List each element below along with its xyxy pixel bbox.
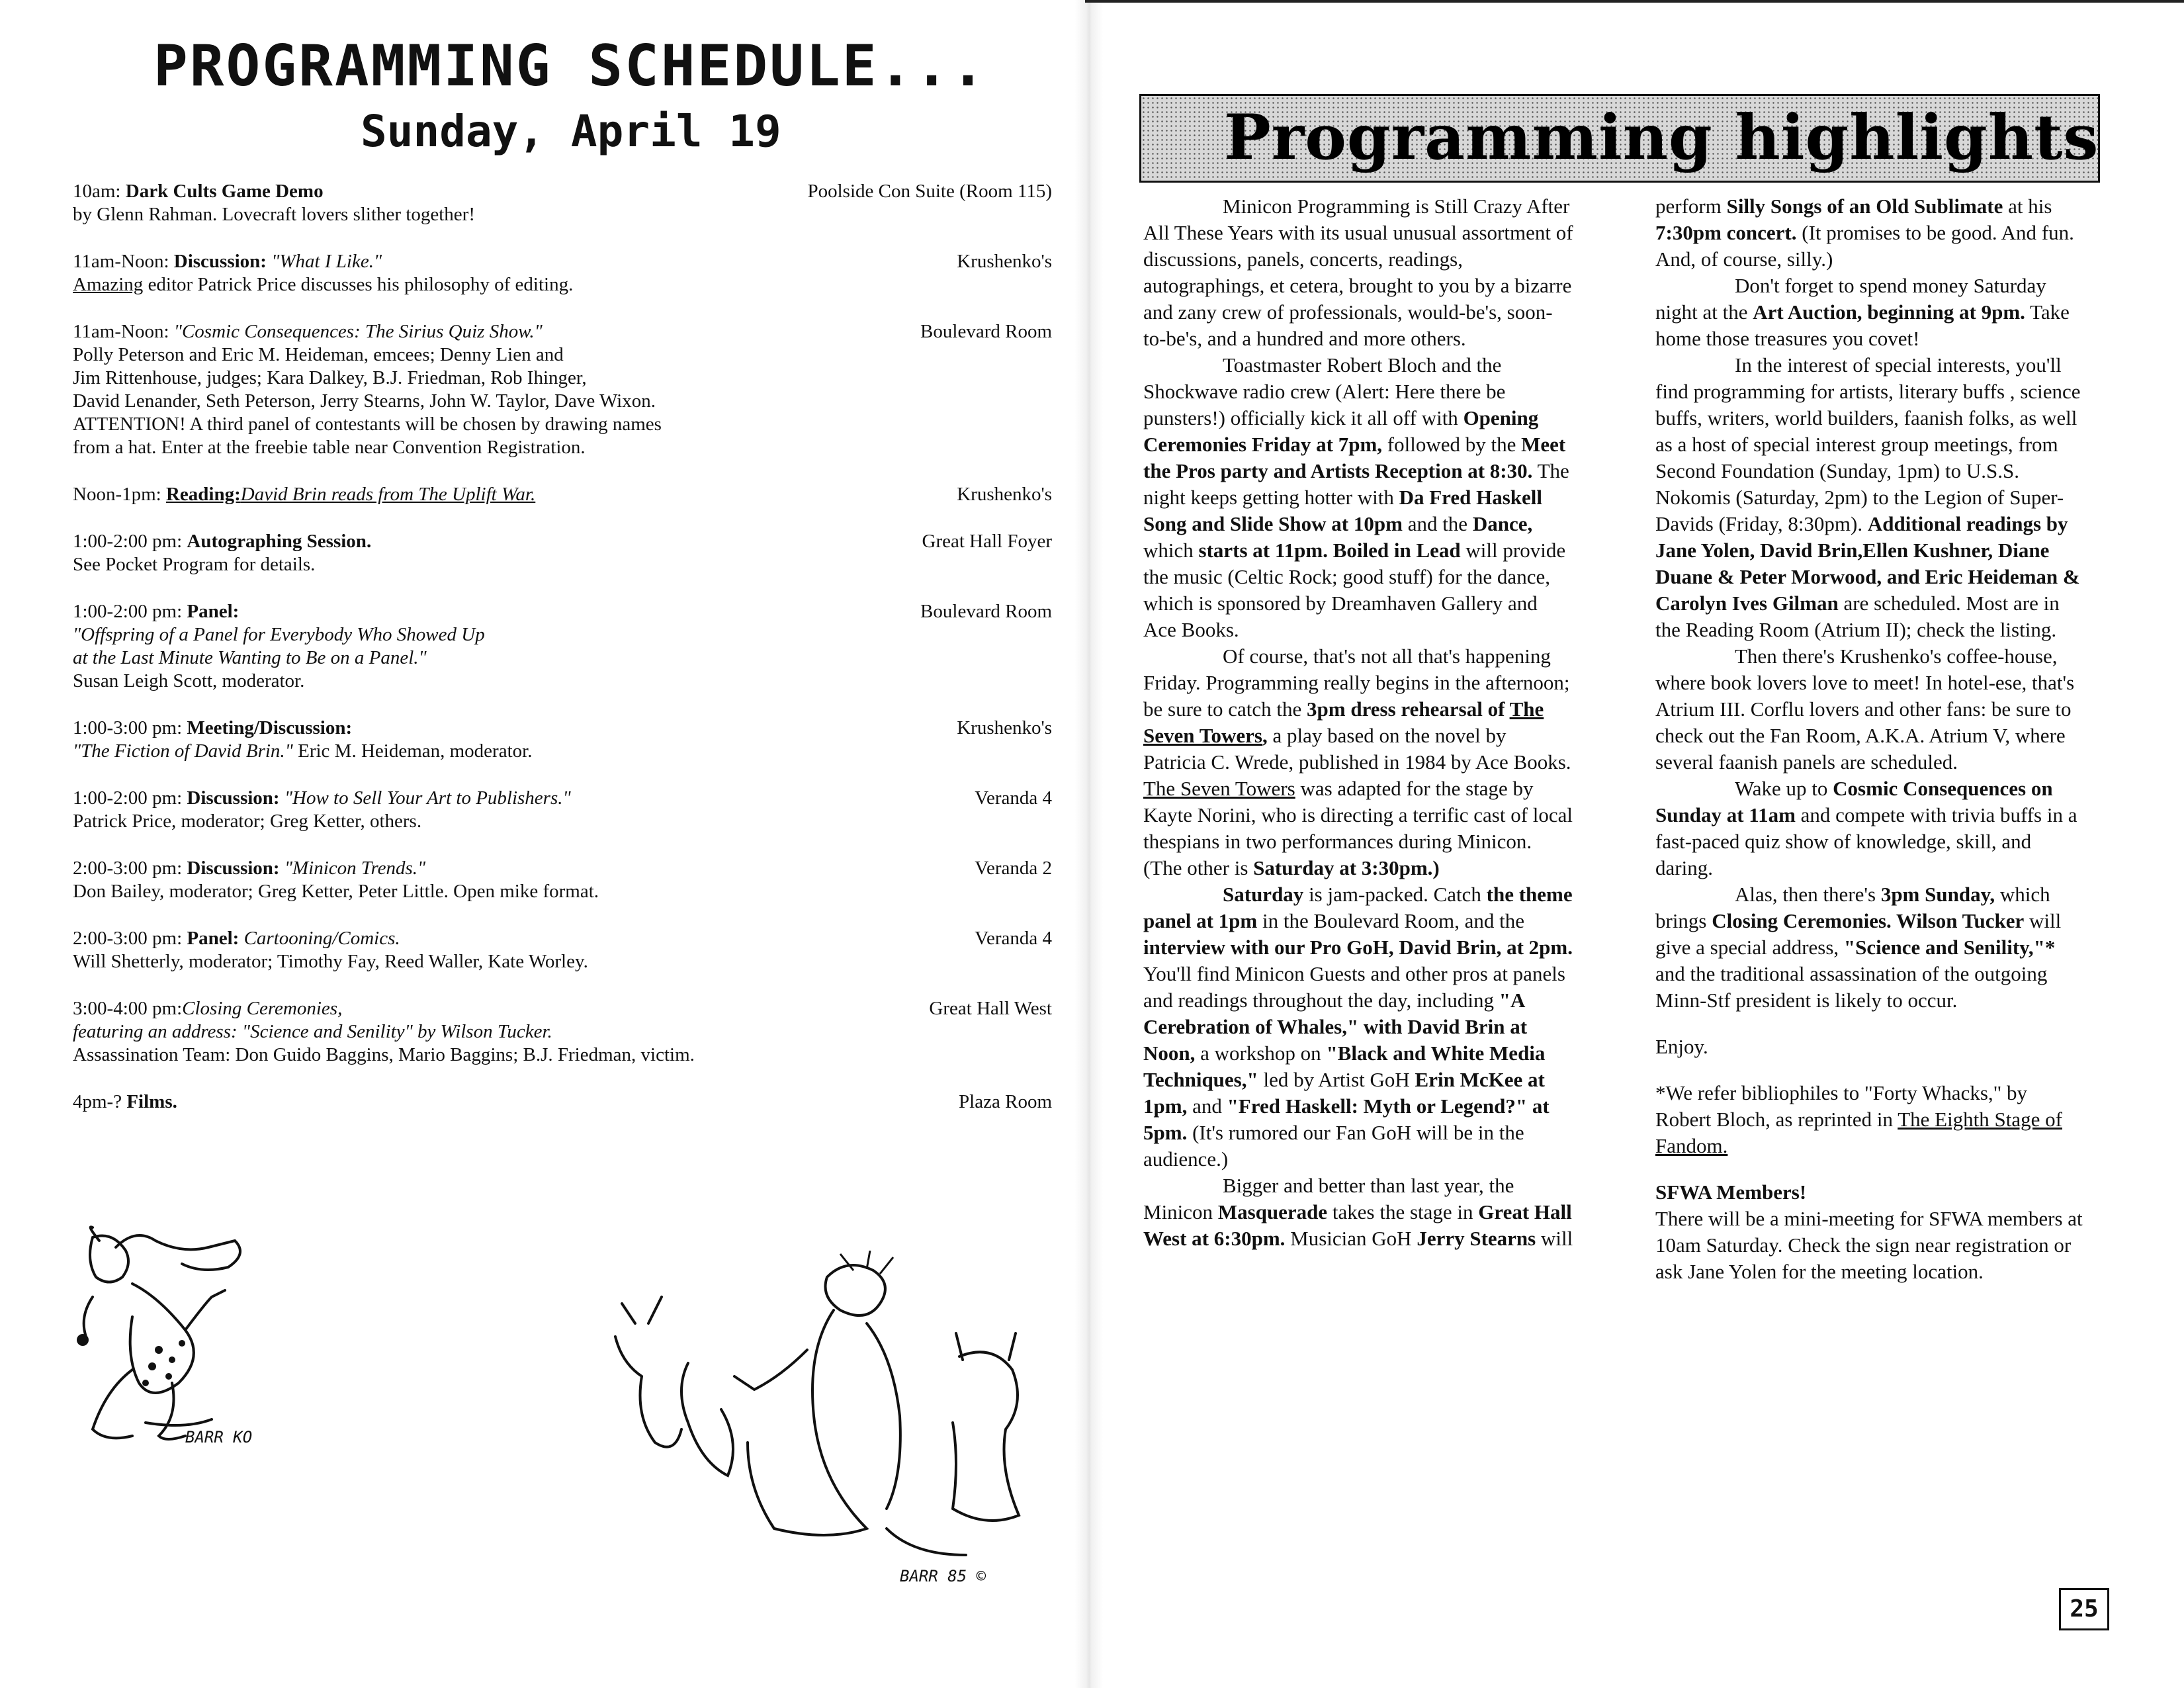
event-item: 2:00-3:00 pm: Panel: Cartooning/Comics. Will Shetterly, moderator; Timothy Fay, Reed Waller, Kate Worley. Veranda 4 — [73, 928, 1052, 972]
top-rule — [1085, 0, 2184, 3]
highlights-banner — [1139, 94, 2100, 183]
event-item: 1:00-2:00 pm: Discussion: "How to Sell Your Art to Publishers." Patrick Price, moderator; Greg Ketter, others. Veranda 4 — [73, 787, 1052, 832]
article-column-1: Minicon Programming is Still Crazy After All These Years with its usual unusual assortment of discussions, panels, concerts, readings, autographings, et cetera, brought to you by a bizarre and zany crew of professionals, would-be's, soon-to-be's, and a hundred and more others. Toastmaster Robert Bloch and the Shockwave radio crew (Alert: Here there be punsters!) officially kick it all off with Opening Ceremonies Friday at 7pm, followed by the Meet the Pros party and Artists Reception at 8:30. The night keeps getting hotter with Da Fred Haskell Song and Slide Show at 10pm and the Dance, which starts at 11pm. Boiled in Lead will provide the music (Celtic Rock; good stuff) for the dance, which is sponsored by Dreamhaven Gallery and Ace Books. Of course, that's not all that's happening Friday. Programming really begins in the afternoon; be sure to catch the 3pm dress rehearsal of The Seven Towers, a play based on the novel by Patricia C. Wrede, published in 1984 by Ace Books. The Seven Towers was adapted for the stage by Kayte Norini, who is directing a terrific cast of local thespians in two performances during Minicon. (The other is Saturday at 3:30pm.) Saturday is jam-packed. Catch the theme panel at 1pm in the Boulevard Room, and the interview with our Pro GoH, David Brin, at 2pm. You'll find Minicon Guests and other pros at panels and readings throughout the day, including "A Cerebration of Whales," with David Brin at Noon, a workshop on "Black and White Media Techniques," led by Artist GoH Erin McKee at 1pm, and "Fred Haskell: Myth or Legend?" at 5pm. (It's rumored our Fan GoH will be in the audience.) Bigger and better than last year, the Minicon Masquerade takes the stage in Great Hall West at 6:30pm. Musician GoH Jerry Stearns will — [1143, 195, 1573, 1250]
storyteller-artist-signature: BARR 85 © — [900, 1567, 986, 1585]
storyteller-illustration — [589, 1251, 1065, 1601]
event-room: Plaza Room — [959, 1091, 1052, 1112]
event-room: Krushenko's — [957, 484, 1052, 505]
event-item: 11am-Noon: Discussion: "What I Like." Amazing editor Patrick Price discusses his philosophy of editing. Krushenko's — [73, 251, 1052, 295]
event-room: Veranda 4 — [975, 928, 1052, 949]
event-item: 1:00-3:00 pm: Meeting/Discussion: "The Fiction of David Brin." Eric M. Heideman, moderator. Krushenko's — [73, 717, 1052, 762]
event-item: 4pm-? Films. Plaza Room — [73, 1091, 1052, 1112]
event-item: 11am-Noon: "Cosmic Consequences: The Sirius Quiz Show." Polly Peterson and Eric M. Heideman, emcees; Denny Lien and Jim Rittenhouse, judges; Kara Dalkey, B.J. Friedman, Rob Ihinger, David Lenander, Seth Peterson, Jerry Stearns, John W. Taylor, Dave Wixon. ATTENTION! A third panel of contestants will be chosen by drawing names from a hat. Enter at the freebie table near Convention Registration. Boulevard Room — [73, 321, 1052, 458]
left-page — [73, 0, 1052, 1688]
page-gutter — [1075, 0, 1103, 1688]
event-room: Boulevard Room — [920, 601, 1052, 622]
highlights-title: Programming highlights — [1224, 101, 2099, 174]
event-item: 10am: Dark Cults Game Demo by Glenn Rahman. Lovecraft lovers slither together! Poolside Con Suite (Room 115) — [73, 181, 1052, 225]
satyr-artist-signature: BARR KO — [185, 1428, 253, 1446]
event-room: Veranda 2 — [975, 858, 1052, 879]
event-room: Poolside Con Suite (Room 115) — [807, 181, 1052, 202]
event-item: 2:00-3:00 pm: Discussion: "Minicon Trends." Don Bailey, moderator; Greg Ketter, Peter Little. Open mike format. Veranda 2 — [73, 858, 1052, 902]
event-room: Great Hall Foyer — [922, 531, 1052, 552]
event-room: Krushenko's — [957, 251, 1052, 272]
article-column-2: perform Silly Songs of an Old Sublimate at his 7:30pm concert. (It promises to be good. And fun. And, of course, silly.) Don't forget to spend money Saturday night at the Art Auction, beginning at 9pm. Take home those treasures you covet! In the interest of special interests, you'll find programming for artists, literary buffs , science buffs, writers, world builders, faanish folks, as well as a host of special interest group meetings, from Second Foundation (Sunday, 1pm) to U.S.S. Nokomis (Saturday, 2pm) to the Legion of Super-Davids (Friday, 8:30pm). Additional readings by Jane Yolen, David Brin,Ellen Kushner, Diane Duane & Peter Morwood, and Eric Heideman & Carolyn Ives Gilman are scheduled. Most are in the Reading Room (Atrium II); check the listing. Then there's Krushenko's coffee-house, where book lovers love to meet! In hotel-ese, that's Atrium III. Corflu lovers and other fans: be sure to check out the Fan Room, A.K.A. Atrium V, where several faanish panels are scheduled. Wake up to Cosmic Consequences on Sunday at 11am and compete with trivia buffs in a fast-paced quiz show of knowledge, skill, and daring. Alas, then there's 3pm Sunday, which brings Closing Ceremonies. Wilson Tucker will give a special address, "Science and Senility,"* and the traditional assassination of the outgoing Minn-Stf president is likely to occur. Enjoy. *We refer bibliophiles to "Forty Whacks," by Robert Bloch, as reprinted in The Eighth Stage of Fandom. SFWA Members! There will be a mini-meeting for SFWA members at 10am Saturday. Check the sign near registration or ask Jane Yolen for the meeting location. — [1655, 195, 2083, 1283]
event-item: 1:00-2:00 pm: Autographing Session. See Pocket Program for details. Great Hall Foyer — [73, 531, 1052, 575]
schedule-date: Sunday, April 19 — [361, 106, 781, 157]
event-item: 3:00-4:00 pm:Closing Ceremonies, featuring an address: "Science and Senility" by Wilson Tucker. Assassination Team: Don Guido Baggins, Mario Baggins; B.J. Friedman, victim. Great Hall West — [73, 998, 1052, 1065]
event-item: 1:00-2:00 pm: Panel: "Offspring of a Panel for Everybody Who Showed Up at the Last Minute Wanting to Be on a Panel." Susan Leigh Scott, moderator. Boulevard Room — [73, 601, 1052, 691]
satyr-illustration — [53, 1224, 331, 1476]
event-item: Noon-1pm: Reading:David Brin reads from The Uplift War. Krushenko's — [73, 484, 1052, 505]
event-room: Great Hall West — [929, 998, 1052, 1019]
page-number: 25 — [2059, 1588, 2109, 1630]
event-room: Krushenko's — [957, 717, 1052, 738]
schedule-title: PROGRAMMING SCHEDULE... — [153, 33, 987, 99]
event-list — [73, 180, 1052, 1137]
event-room: Veranda 4 — [975, 787, 1052, 809]
event-room: Boulevard Room — [920, 321, 1052, 342]
